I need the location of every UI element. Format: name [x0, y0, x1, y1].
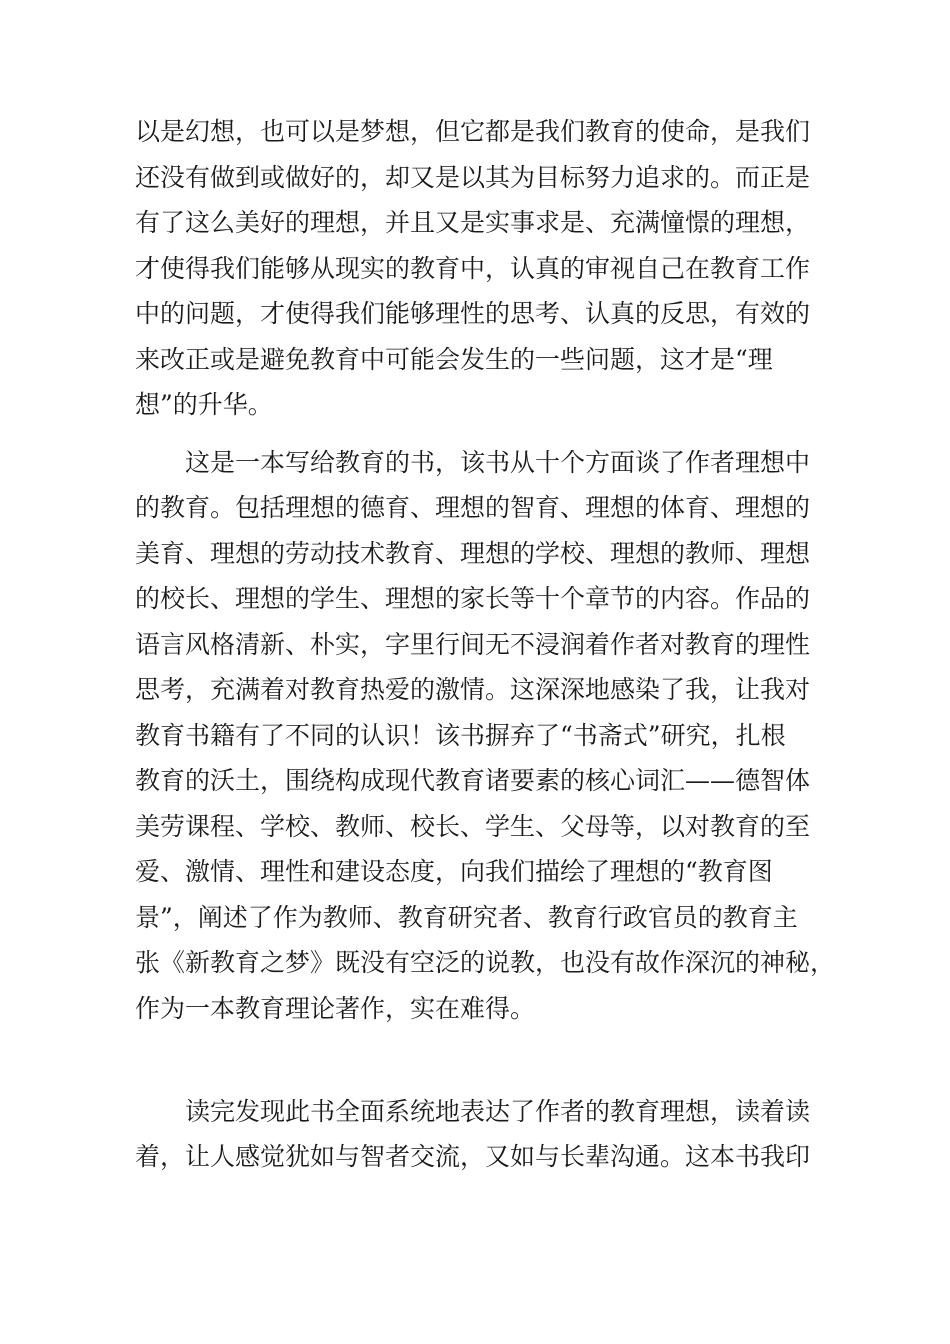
text-line: 作为一本教育理论著作，实在难得。 — [135, 993, 536, 1023]
paragraph-spacing — [135, 1077, 835, 1089]
text-line: 教育书籍有了不同的认识！该书摒弃了“书斋式”研究，扎根 — [135, 720, 786, 750]
text-line: 美育、理想的劳动技术教育、理想的学校、理想的教师、理想 — [135, 538, 811, 568]
text-line: 爱、激情、理性和建设态度，向我们描绘了理想的“教育图 — [135, 857, 773, 886]
paragraph-2 — [135, 440, 835, 1077]
text-line: 教育的沃土，围绕构成现代教育诸要素的核心词汇——德智体 — [135, 766, 811, 795]
paragraph-1 — [135, 109, 835, 428]
text-line: 思考，充满着对教育热爱的激情。这深深地感染了我，让我对 — [135, 675, 811, 704]
text-line: 着，让人感觉犹如与智者交流，又如与长辈沟通。这本书我印 — [135, 1142, 811, 1171]
text-line: 读完发现此书全面系统地表达了作者的教育理想，读着读 — [135, 1096, 811, 1126]
text-line: 中的问题，才使得我们能够理性的思考、认真的反思，有效的 — [135, 299, 811, 328]
text-line: 美劳课程、学校、教师、校长、学生、父母等，以对教育的至 — [135, 811, 811, 841]
text-line: 张《新教育之梦》既没有空泛的说教，也没有故作深沉的神秘， — [135, 948, 836, 977]
body-text — [135, 109, 835, 1180]
text-line: 以是幻想，也可以是梦想，但它都是我们教育的使命，是我们 — [135, 117, 811, 146]
paragraph-spacing — [135, 428, 835, 440]
text-line: 来改正或是避免教育中可能会发生的一些问题，这才是“理 — [135, 344, 773, 374]
text-line: 的教育。包括理想的德育、理想的智育、理想的体育、理想的 — [135, 493, 811, 522]
text-line: 这是一本写给教育的书，该书从十个方面谈了作者理想中 — [135, 447, 811, 477]
text-line: 景”，阐述了作为教师、教育研究者、教育行政官员的教育主 — [135, 902, 798, 932]
text-line: 还没有做到或做好的，却又是以其为目标努力追求的。而正是 — [135, 162, 811, 192]
paragraph-3 — [135, 1089, 835, 1180]
text-line: 语言风格清新、朴实，字里行间无不浸润着作者对教育的理性 — [135, 629, 811, 659]
text-line: 才使得我们能够从现实的教育中，认真的审视自己在教育工作 — [135, 253, 811, 283]
text-line — [135, 1031, 835, 1077]
text-line: 的校长、理想的学生、理想的家长等十个章节的内容。作品的 — [135, 584, 811, 613]
text-line: 想”的升华。 — [135, 390, 273, 419]
text-line: 有了这么美好的理想，并且又是实事求是、充满憧憬的理想， — [135, 208, 811, 237]
